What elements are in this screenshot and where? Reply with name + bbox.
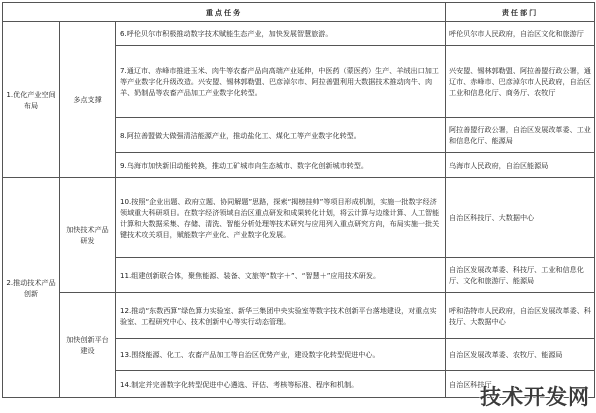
section-label: 1.优化产业空间布局 xyxy=(3,22,60,178)
table-row xyxy=(3,293,595,339)
subsection-label: 加快技术产品研发 xyxy=(60,178,116,293)
responsible-cell: 乌海市人民政府，自治区能源局 xyxy=(446,153,595,178)
watermark-logo: 技术开发网 xyxy=(480,385,590,409)
responsible-cell: 呼伦贝尔市人民政府，自治区文化和旅游厅 xyxy=(446,22,595,46)
task-cell: 10.按照“企业出题、政府立题、协同解题”思路，探索“揭榜挂帅”等项目形成机制，实施一批数字经济领域重大科研项目。在数字经济领域自治区重点研发和成果转化计划，将云计算与边缘计算、人工智能计算和大数据采集、存储、清洗、智能分析处理等技术研究与应用列入重点研究方向，布局实施一批关键技术攻关项目，赋能数字产业化、产业数字化发展。 xyxy=(116,178,446,258)
header-tasks: 重点任务 xyxy=(3,3,446,22)
task-cell: 7.通辽市、赤峰市推进玉米、肉牛等农畜产品向高端产业延伸，中医药（蒙医药）生产、羊绒出口加工等产业数字化升级改造。兴安盟、锡林郭勒盟、巴彦淖尔市、阿拉善盟利用大数据技术推动肉牛、肉羊、奶制品等农畜产品加工产业数字化转型。 xyxy=(116,46,446,118)
responsible-cell: 兴安盟、锡林郭勒盟、阿拉善盟行政公署，通辽市、赤峰市、巴彦淖尔市人民政府，自治区工业和信息化厅、商务厅、农牧厅 xyxy=(446,46,595,118)
task-cell: 11.组建创新联合体，聚焦能源、装备、文旅等“数字＋”、“智慧＋”应用技术研发。 xyxy=(116,258,446,293)
responsible-cell: 自治区发展改革委、科技厅、工业和信息化厅、文化和旅游厅、能源局 xyxy=(446,258,595,293)
task-cell: 9.乌海市加快新旧动能转换，推动工矿城市向生态城市、数字化创新城市转型。 xyxy=(116,153,446,178)
task-cell: 13.围绕能源、化工、农畜产品加工等自治区优势产业，建设数字化转型促进中心。 xyxy=(116,339,446,371)
responsible-cell: 阿拉善盟行政公署，自治区发展改革委、工业和信息化厅、能源局 xyxy=(446,118,595,153)
responsible-cell: 呼和浩特市人民政府，自治区发展改革委、科技厅、大数据中心 xyxy=(446,293,595,339)
header-responsible: 责任部门 xyxy=(446,3,595,22)
task-cell: 8.阿拉善盟做大做强清洁能源产业，推动盐化工、煤化工等产业数字化转型。 xyxy=(116,118,446,153)
task-cell: 6.呼伦贝尔市积极推动数字技术赋能生态产业，加快发展智慧旅游。 xyxy=(116,22,446,46)
task-table xyxy=(2,2,595,398)
header-row xyxy=(3,3,595,22)
task-cell: 14.制定并完善数字化转型促进中心遴选、评估、考核等标准、程序和机制。 xyxy=(116,371,446,398)
responsible-cell: 自治区科技厅 xyxy=(446,371,595,398)
responsible-cell: 自治区发展改革委、农牧厅、能源局 xyxy=(446,339,595,371)
subsection-label: 多点支撑 xyxy=(60,22,116,178)
section-label: 2.推动技术产品创新 xyxy=(3,178,60,398)
subsection-label: 加快创新平台建设 xyxy=(60,293,116,398)
responsible-cell: 自治区科技厅、大数据中心 xyxy=(446,178,595,258)
task-cell: 12.推动“东数西算”绿色算力实验室、新华三集团中央实验室等数字技术创新平台落地建设，对重点实验室、工程研究中心、技术创新中心等实行动态管理。 xyxy=(116,293,446,339)
table-row xyxy=(3,22,595,46)
table-row xyxy=(3,178,595,258)
